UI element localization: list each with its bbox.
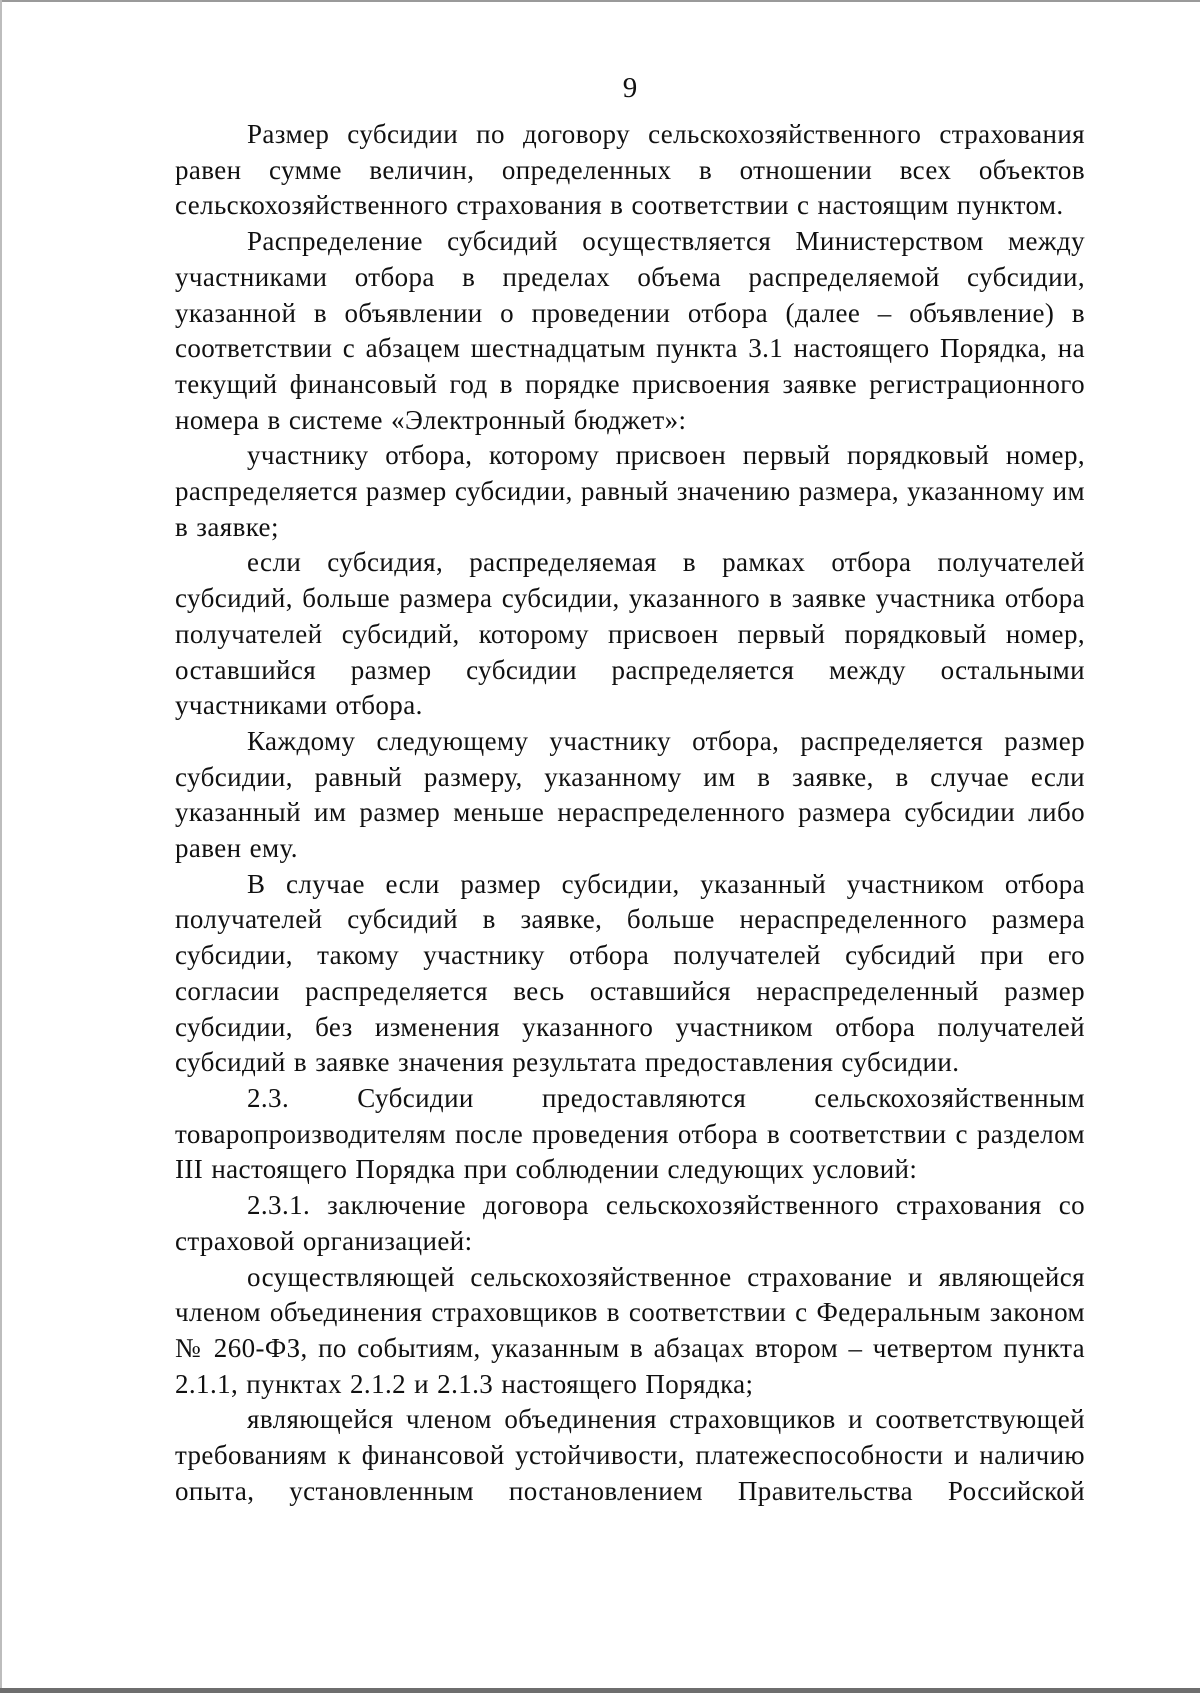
scan-left-edge	[0, 0, 2, 1693]
paragraph-next-participant: Каждому следующему участнику отбора, распределяется размер субсидии, равный размеру, указанному им в заявке, в случае если указанный им размер меньше нераспределенного размера субсидии либо равен ему.	[175, 725, 1085, 864]
paragraph-subsidy-size: Размер субсидии по договору сельскохозяйственного страхования равен сумме величин, определенных в отношении всех объектов сельскохозяйственного страхования в соответствии с настоящим пунктом.	[175, 119, 1085, 221]
paragraph-2-3-conditions: 2.3. Субсидии предоставляются сельскохозяйственным товаропроизводителям после проведения отбора в соответствии с разделом III настоящего Порядка при соблюдении следующих условий:	[175, 1082, 1085, 1185]
paragraph-insurer-member: осуществляющей сельскохозяйственное страхование и являющейся членом объединения страховщиков в соответствии с Федеральным законом № 260-ФЗ, по событиям, указанным в абзацах втором – четвертом пункта 2.1.1, пунктах 2.1.2 и 2.1.3 настоящего Порядка;	[175, 1261, 1085, 1399]
paragraph-distribution: Распределение субсидий осуществляется Министерством между участниками отбора в пределах объема распределяемой субсидии, указанной в объявлении о проведении отбора (далее – объявление) в соответствии с абзацем шестнадцатым пункта 3.1 настоящего Порядка, на текущий финансовый год в порядке присвоения заявке регистрационного номера в системе «Электронный бюджет»:	[175, 226, 1085, 435]
scan-bottom-edge	[0, 1688, 1200, 1693]
paragraph-insurer-requirements: являющейся членом объединения страховщиков и соответствующей требованиям к финансовой устойчивости, платежеспособности и наличию опыта, установленным постановлением Правительства Российской	[175, 1404, 1085, 1506]
paragraph-exceeding-request: В случае если размер субсидии, указанный участником отбора получателей субсидий в заявке, больше нераспределенного размера субсидии, такому участнику отбора получателей субсидий при его согласии распределяется весь оставшийся нераспределенный размер субсидии, без изменения указанного участником отбора получателей субсидий в заявке значения результата предоставления субсидии.	[175, 868, 1085, 1078]
paragraph-2-3-1-contract: 2.3.1. заключение договора сельскохозяйственного страхования со страховой организацией:	[175, 1190, 1085, 1256]
document-body	[175, 117, 1085, 1509]
paragraph-remaining-subsidy: если субсидия, распределяемая в рамках отбора получателей субсидий, больше размера субсидии, указанного в заявке участника отбора получателей субсидий, которому присвоен первый порядковый номер, оставшийся размер субсидии распределяется между остальными участниками отбора.	[175, 547, 1085, 721]
page-number: 9	[622, 72, 638, 104]
scan-top-edge	[0, 0, 1200, 2]
paragraph-first-participant: участнику отбора, которому присвоен первый порядковый номер, распределяется размер субсидии, равный значению размера, указанному им в заявке;	[175, 440, 1085, 542]
